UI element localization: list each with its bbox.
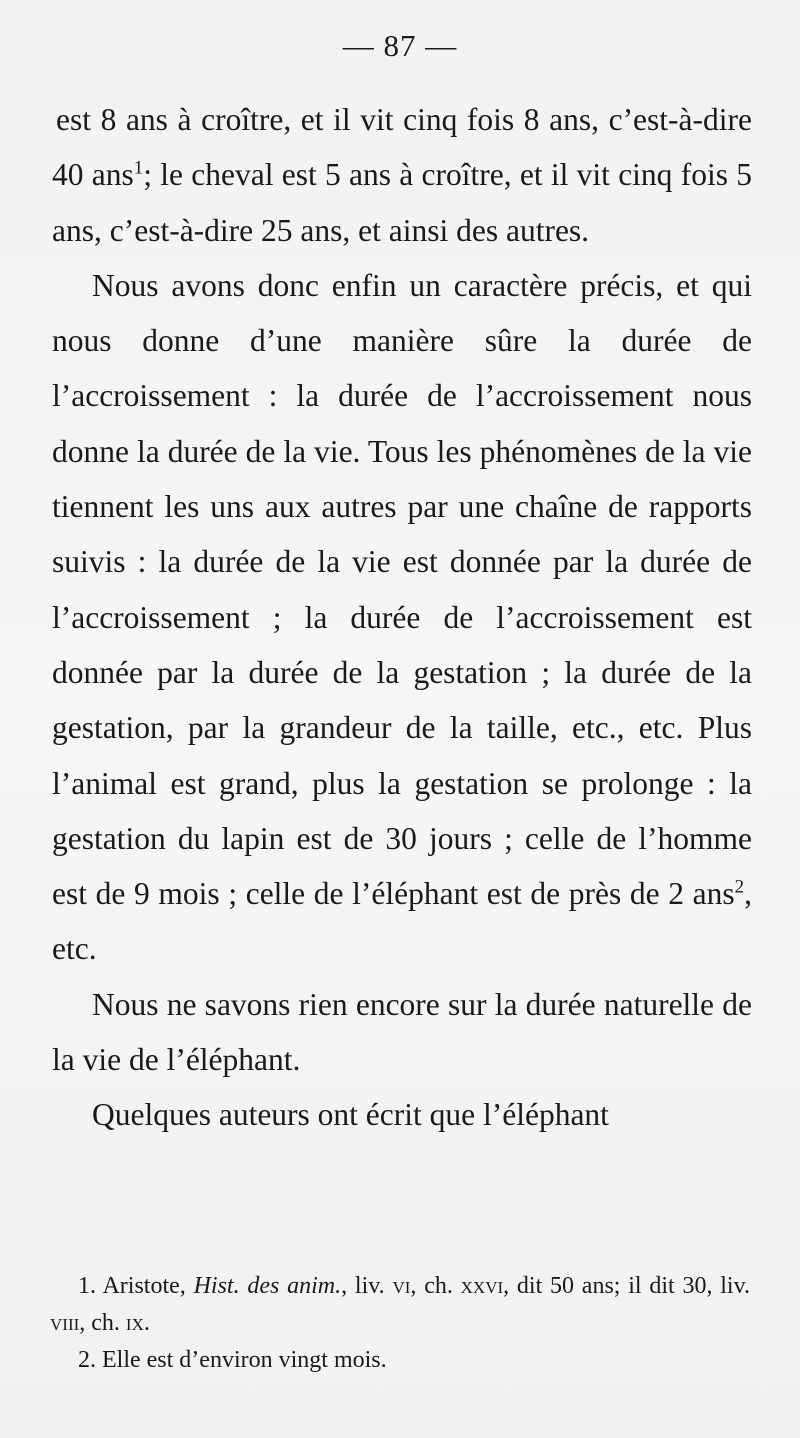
footnote-2-text: Elle est d’environ vingt mois. xyxy=(102,1347,387,1373)
footnote-1-text-d: , dit 50 ans; il dit 30, liv. xyxy=(503,1273,751,1299)
main-text xyxy=(52,92,752,1143)
paragraph-2 xyxy=(52,258,752,977)
footnote-1-text-a: Aristote, xyxy=(102,1273,194,1299)
footnote-1 xyxy=(50,1268,750,1342)
footnote-2-marker: 2. xyxy=(78,1347,96,1373)
paragraph-3: Nous ne savons rien encore sur la durée naturelle de la vie de l’éléphant. xyxy=(52,986,752,1078)
footnote-1-book-viii: viii xyxy=(50,1310,80,1336)
paragraph-4: Quelques auteurs ont écrit que l’éléphant xyxy=(92,1097,609,1133)
paragraph-1-text-b: ; le cheval est 5 ans à croître, et il vit cinq fois 5 ans, c’est-à-dire 25 ans, et ainsi des autres. xyxy=(52,157,752,248)
footnote-1-text-e: , ch. xyxy=(79,1310,126,1336)
footnote-1-text-c: , ch. xyxy=(410,1273,461,1299)
footnote-1-book-vi: vi xyxy=(392,1273,411,1299)
paragraph-1-text-a: est 8 ans à croître, et il vit cinq fois 8 ans, c’est-à-dire 40 ans xyxy=(52,102,752,193)
footnote-1-chapter-xxvi: xxvi xyxy=(460,1273,504,1299)
footnote-1-chapter-ix: ix xyxy=(125,1310,144,1336)
footnote-1-title: Hist. des anim. xyxy=(193,1273,342,1299)
paragraph-2-text-a: Nous avons donc enfin un caractère précis, et qui nous donne d’une manière sûre la durée de l’accroissement : la durée de l’accroissement nous donne la durée de la vie. Tous les phénomènes de la vie tiennent les uns aux autres par une chaîne de rapports suivis : la durée de la vie est donnée par la durée de l’accroissement ; la durée de l’accroissement est donnée par la durée de la gestation ; la durée de la gestation, par la grandeur de la taille, etc., etc. Plus l’animal est grand, plus la gestation se prolonge : la gestation du lapin est de 30 jours ; celle de l’homme est de 9 mois ; celle de l’éléphant est de près de 2 ans xyxy=(52,267,752,912)
paragraph-2-text-b: , etc. xyxy=(52,876,752,967)
page-number: — 87 — xyxy=(342,28,458,63)
footnote-1-marker: 1. xyxy=(78,1273,96,1299)
footnote-1-text-b: , liv. xyxy=(341,1273,393,1299)
footnotes xyxy=(50,1268,750,1379)
footnote-2 xyxy=(50,1342,750,1379)
footnote-1-text-f: . xyxy=(143,1310,150,1336)
footnote-ref-2: 2 xyxy=(734,876,745,898)
paragraph-1 xyxy=(52,92,752,258)
footnote-ref-1: 1 xyxy=(133,157,144,179)
